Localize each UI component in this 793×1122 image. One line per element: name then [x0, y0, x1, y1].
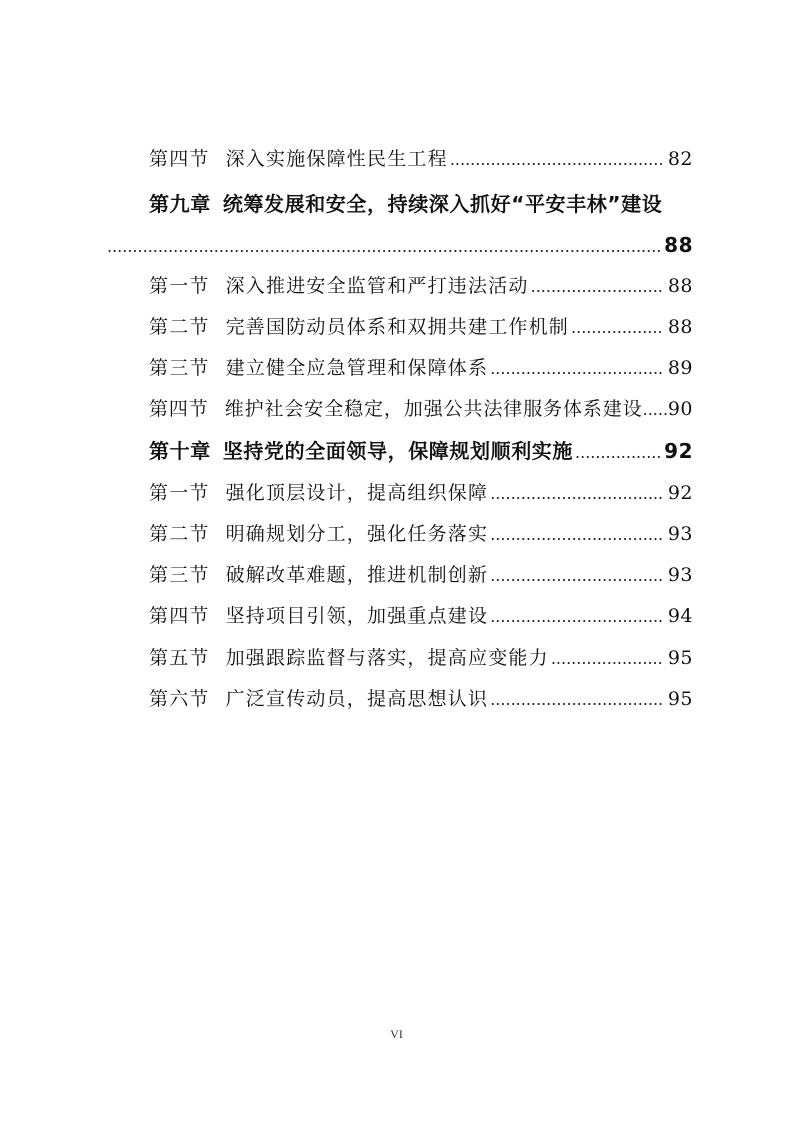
dot-leader	[551, 647, 664, 671]
entry-number: 第五节	[149, 647, 210, 669]
entry-number: 第六节	[149, 688, 210, 710]
entry-page-number: 88	[667, 316, 693, 338]
toc-entry[interactable]	[149, 687, 693, 712]
chapter-page-number: 88	[664, 233, 693, 257]
toc-entry[interactable]	[149, 604, 693, 629]
entry-title: 深入实施保障性民生工程	[225, 148, 448, 170]
entry-title: 强化顶层设计，提高组织保障	[225, 482, 489, 504]
toc-chapter-entry[interactable]	[149, 439, 693, 465]
dot-leader	[490, 564, 664, 588]
entry-number: 第三节	[149, 357, 210, 379]
dot-leader	[643, 398, 668, 422]
entry-number: 第三节	[149, 564, 210, 586]
chapter-title: 统筹发展和安全，持续深入抓好“平安丰林”建设	[222, 192, 663, 216]
entry-title: 建立健全应急管理和保障体系	[225, 357, 489, 379]
toc-entry[interactable]	[149, 646, 693, 671]
dot-leader	[490, 605, 664, 629]
toc-entry[interactable]	[149, 563, 693, 588]
entry-number: 第一节	[149, 275, 210, 297]
dot-leader	[490, 482, 664, 506]
dot-leader	[490, 357, 664, 381]
entry-number: 第一节	[149, 482, 210, 504]
entry-page-number: 89	[667, 357, 693, 379]
entry-title: 广泛宣传动员，提高思想认识	[225, 688, 489, 710]
toc-chapter-entry[interactable]	[149, 192, 693, 216]
toc-entry[interactable]	[149, 147, 693, 172]
dot-leader	[490, 688, 664, 712]
entry-number: 第二节	[149, 523, 210, 545]
entry-page-number: 82	[667, 148, 693, 170]
dot-leader	[531, 275, 664, 299]
chapter-page-number: 92	[664, 439, 693, 463]
dot-leader	[571, 316, 664, 340]
entry-page-number: 93	[667, 564, 693, 586]
dot-leader	[107, 235, 660, 259]
entry-number: 第二节	[149, 316, 210, 338]
entry-title: 明确规划分工，强化任务落实	[225, 523, 489, 545]
toc-entry[interactable]	[149, 356, 693, 381]
entry-page-number: 94	[667, 605, 693, 627]
toc-entry[interactable]	[149, 522, 693, 547]
entry-number: 第四节	[149, 605, 210, 627]
dot-leader	[450, 148, 664, 172]
entry-title: 破解改革难题，推进机制创新	[225, 564, 489, 586]
chapter-number: 第九章	[149, 192, 211, 216]
entry-title: 深入推进安全监管和严打违法活动	[225, 275, 529, 297]
entry-page-number: 93	[667, 523, 693, 545]
chapter-title: 坚持党的全面领导，保障规划顺利实施	[222, 439, 574, 463]
page-footer-number: VI	[390, 1027, 403, 1041]
entry-page-number: 95	[667, 647, 693, 669]
entry-number: 第四节	[149, 398, 209, 420]
chapter-number: 第十章	[149, 439, 211, 463]
entry-title: 坚持项目引领，加强重点建设	[225, 605, 489, 627]
entry-page-number: 92	[667, 482, 693, 504]
toc-entry[interactable]	[149, 481, 693, 506]
entry-page-number: 90	[667, 398, 693, 420]
toc-entry[interactable]	[149, 274, 693, 299]
toc-chapter-entry-continuation[interactable]	[107, 233, 693, 259]
entry-title: 维护社会安全稳定，加强公共法律服务体系建设	[224, 398, 643, 420]
toc-entry[interactable]	[149, 397, 693, 422]
entry-title: 加强跟踪监督与落实，提高应变能力	[225, 647, 549, 669]
toc-entry[interactable]	[149, 315, 693, 340]
entry-title: 完善国防动员体系和双拥共建工作机制	[225, 316, 570, 338]
dot-leader	[490, 523, 664, 547]
entry-page-number: 88	[667, 275, 693, 297]
entry-page-number: 95	[667, 688, 693, 710]
entry-number: 第四节	[149, 148, 210, 170]
dot-leader	[575, 441, 660, 465]
